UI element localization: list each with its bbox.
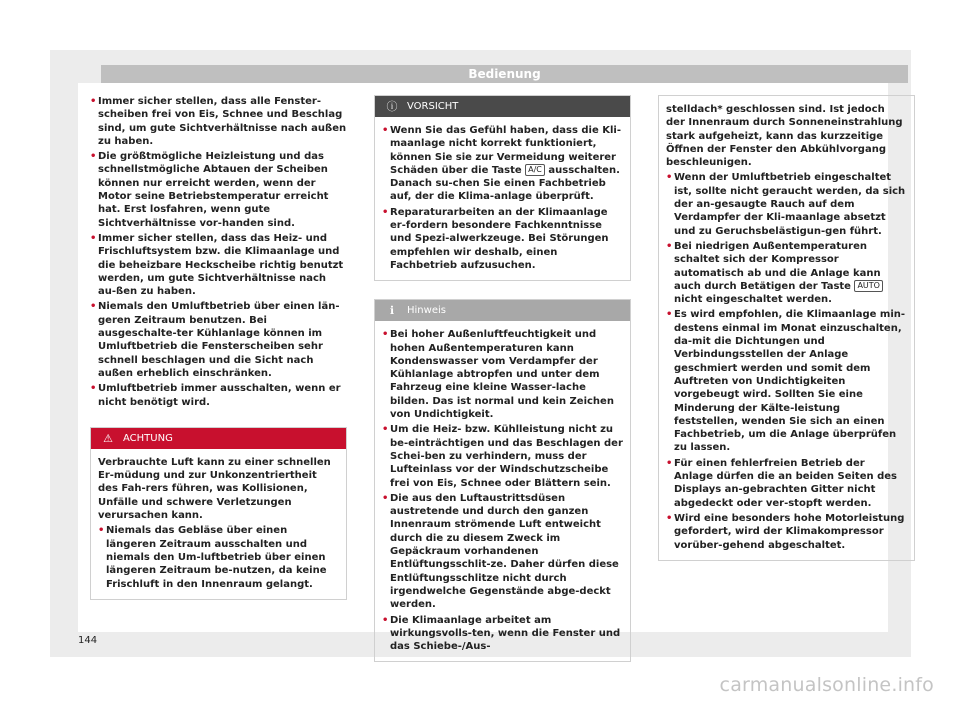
list-item: • Immer sicher stellen, dass alle Fenster-scheiben frei von Eis, Schnee und Beschlag sind, um gute Sichtverhältnisse nach außen zu haben. <box>90 96 347 147</box>
caution-header: ⓘ VORSICHT <box>375 96 630 117</box>
list-item: • Wird eine besonders hohe Motorleistung gefordert, wird der Klimakompressor vorüber-gehend abgeschaltet. <box>666 512 905 551</box>
list-item: • Wenn der Umluftbetrieb eingeschaltet ist, sollte nicht geraucht werden, da sich der an-gesaugte Rauch auf dem Verdampfer der Kli-maanlage absetzt und zu Geruchsbelästigun-gen führt. <box>666 172 906 237</box>
bullet-icon: • <box>90 151 97 163</box>
bullet-list <box>90 95 347 409</box>
info-icon: ℹ <box>389 304 395 318</box>
continued-text: stelldach* geschlossen sind. Ist jedoch der Innenraum durch Sonneneinstrahlung stark aufgeheizt, kann das kurzzeitige Öffnen der Fenster den Abkühlvorgang beschleunigen. <box>666 104 903 169</box>
list-item: • Reparaturarbeiten an der Klimaanlage er-fordern besondere Fachkenntnisse und Spezi-alwerkzeuge. Bei Störungen empfehlen wir deshalb, einen Fachbetrieb aufzusuchen. <box>382 206 609 271</box>
hint-box <box>374 299 631 662</box>
bullet-icon: • <box>90 301 97 313</box>
hint-box-continued <box>658 95 915 561</box>
bullet-icon: • <box>98 525 105 537</box>
list-item: • Es wird empfohlen, die Klimaanlage min-destens einmal im Monat einzuschalten, da-mit die Dichtungen und Verbindungsstellen der Anlage geschmiert werden und somit dem Auftreten von Undichtigkeiten vorgebeugt wird. Sollten Sie eine Minderung der Kälte-leistung feststellen, wenden Sie sich an einen Fachbetrieb, um die Anlage überprüfen zu lassen. <box>666 309 906 454</box>
bullet-icon: • <box>666 172 673 184</box>
list-item: • Umluftbetrieb immer ausschalten, wenn er nicht benötigt wird. <box>90 383 341 408</box>
warning-header: ⚠ ACHTUNG <box>91 428 346 449</box>
list-item: • Die aus den Luftaustrittsdüsen austretende und durch den ganzen Innenraum strömende Luft entweicht durch die zu diesem Zweck im Gepäckraum vorhandenen Entlüftungsschlit-ze. Daher dürfen diese Entlüftungsschlitze nicht durch irgendwelche Gegenstände abge-deckt werden. <box>382 492 619 611</box>
warning-triangle-icon: ⚠ <box>103 431 113 445</box>
caution-box <box>374 95 631 281</box>
bullet-icon: • <box>382 125 389 136</box>
bullet-icon: • <box>666 240 673 252</box>
list-item: • Niemals das Gebläse über einen längeren Zeitraum ausschalten und niemals den Um-luftbetrieb über einen längeren Zeitraum be-nutzen, da keine Frischluft in den Innenraum gelangt. <box>98 525 327 590</box>
bullet-icon: • <box>382 206 389 218</box>
auto-key-label: AUTO <box>854 280 883 292</box>
section-header: Bedienung <box>101 65 908 83</box>
bullet-icon: • <box>382 492 389 504</box>
hint-body <box>375 321 630 661</box>
ac-key-label: A/C <box>525 164 545 176</box>
column-right <box>658 95 915 561</box>
page-number: 144 <box>78 635 98 646</box>
caution-body <box>375 117 630 280</box>
list-item: • Bei niedrigen Außentemperaturen schaltet sich der Kompressor automatisch ab und die Anlage kann auch durch Betätigen der Taste AUTO nicht eingeschaltet werden. <box>666 240 907 306</box>
warning-intro: Verbrauchte Luft kann zu einer schnellen Er-müdung und zur Unkonzentriertheit des Fah-rers führen, was Kollisionen, Unfälle und schwere Verletzungen verursachen kann. <box>98 456 331 522</box>
bullet-icon: • <box>90 383 97 395</box>
bullet-icon: • <box>382 329 389 341</box>
column-left <box>90 95 347 600</box>
watermark-logo: carmanualsonline.info <box>719 674 934 696</box>
list-item: • Bei hoher Außenluftfeuchtigkeit und hohen Außentemperaturen kann Kondenswasser vom Verdampfer der Kühlanlage abtropfen und unter dem Fahrzeug eine kleine Wasser-lache bilden. Das ist normal und kein Zeichen von Undichtigkeit. <box>382 329 614 421</box>
bullet-icon: • <box>666 309 673 321</box>
bullet-icon: • <box>666 512 673 524</box>
hint-header: ℹ Hinweis <box>375 300 630 321</box>
column-middle <box>374 95 631 662</box>
bullet-icon: • <box>382 614 389 626</box>
caution-circle-icon: ⓘ <box>386 100 398 113</box>
list-item: • Für einen fehlerfreien Betrieb der Anlage dürfen die an beiden Seiten des Displays an-gebrachten Gitter nicht abgedeckt oder ver-stopft werden. <box>666 457 897 509</box>
list-item: • Die größtmögliche Heizleistung und das schnellstmögliche Abtauen der Scheiben können nur erreicht werden, wenn der Motor seine Betriebstemperatur erreicht hat. Erst losfahren, wenn gute Sichtverhältnisse vor-handen sind. <box>90 151 329 229</box>
hint-body-continued <box>659 96 914 560</box>
warning-box <box>90 427 347 600</box>
bullet-icon: • <box>90 232 97 244</box>
manual-page <box>50 50 911 657</box>
bullet-icon: • <box>90 96 97 107</box>
list-item: • Niemals den Umluftbetrieb über einen län-geren Zeitraum benutzen. Bei ausgeschalte-ter Kühlanlage können im Umluftbetrieb die Fensterscheiben sehr schnell beschlagen und die Sicht nach außen erheblich einschränken. <box>90 301 340 379</box>
list-item: • Immer sicher stellen, dass das Heiz- und Frischluftsystem bzw. die Klimaanlage und die beheizbare Heckscheibe richtig benutzt werden, um gute Sichtverhältnisse nach au-ßen zu haben. <box>90 232 344 298</box>
list-item: • Um die Heiz- bzw. Kühlleistung nicht zu be-einträchtigen und das Beschlagen der Schei-ben zu verhindern, muss der Lufteinlass vor der Windschutzscheibe frei von Eis, Schnee oder Blättern sein. <box>382 424 623 489</box>
bullet-icon: • <box>382 424 389 436</box>
warning-body <box>91 449 346 599</box>
bullet-icon: • <box>666 457 673 469</box>
list-item: • Wenn Sie das Gefühl haben, dass die Kli-maanlage nicht korrekt funktioniert, können Sie sie zur Vermeidung weiterer Schäden über die Taste A/C ausschalten. Danach su-chen Sie einen Fachbetrieb auf, der die Klima-anlage überprüft. <box>382 125 622 203</box>
list-item: • Die Klimaanlage arbeitet am wirkungsvolls-ten, wenn die Fenster und das Schiebe-/Aus- <box>382 614 621 653</box>
